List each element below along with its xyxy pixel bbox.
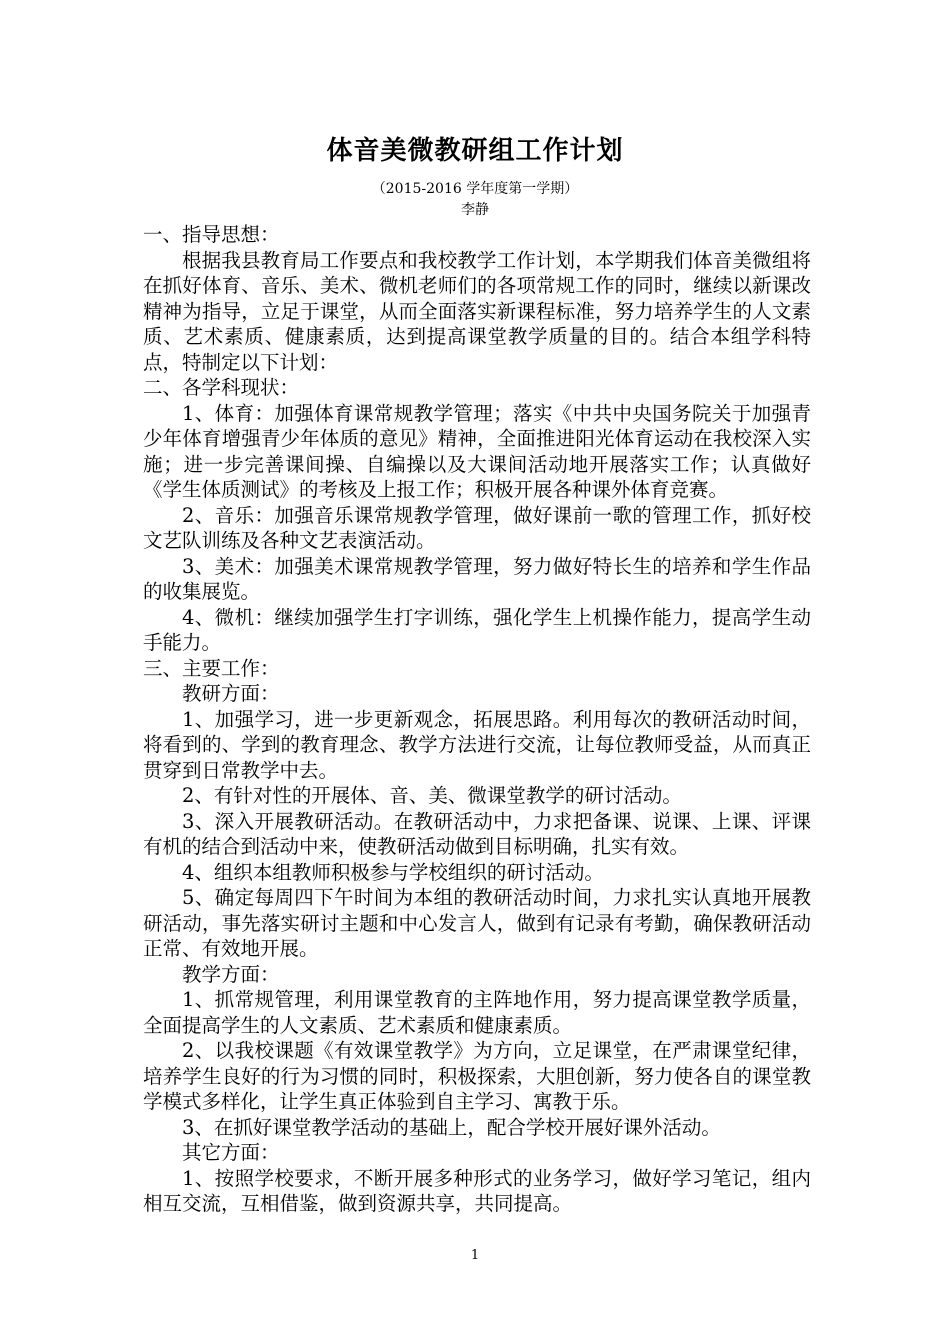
paragraph: 3、美术：加强美术课常规教学管理，努力做好特长生的培养和学生作品的收集展览。 bbox=[143, 554, 811, 603]
paragraph: 2、音乐：加强音乐课常规教学管理，做好课前一歌的管理工作，抓好校文艺队训练及各种文艺表演活动。 bbox=[143, 503, 811, 552]
paragraph: 1、加强学习，进一步更新观念，拓展思路。利用每次的教研活动时间，将看到的、学到的教育理念、教学方法进行交流，让每位教师受益，从而真正贯穿到日常教学中去。 bbox=[143, 707, 811, 782]
section-heading: 三、主要工作： bbox=[143, 656, 280, 680]
paragraph: 2、有针对性的开展体、音、美、微课堂教学的研讨活动。 bbox=[182, 784, 682, 807]
paragraph: 4、组织本组教师积极参与学校组织的研讨活动。 bbox=[182, 860, 604, 884]
document-author: 李静 bbox=[461, 202, 489, 218]
paragraph: 3、深入开展教研活动。在教研活动中，力求把备课、说课、上课、评课有机的结合到活动中来，使教研活动做到目标明确，扎实有效。 bbox=[143, 809, 811, 858]
document-body bbox=[143, 222, 811, 1217]
document-title: 体音美微教研组工作计划 bbox=[326, 136, 624, 166]
paragraph: 1、体育：加强体育课常规教学管理；落实《中共中央国务院关于加强青少年体育增强青少年体质的意见》精神，全面推进阳光体育运动在我校深入实施；进一步完善课间操、自编操以及大课间活动地开展落实工作；认真做好《学生体质测试》的考核及上报工作；积极开展各种课外体育竞赛。 bbox=[143, 401, 811, 501]
section-heading: 一、指导思想： bbox=[143, 223, 280, 246]
paragraph: 2、以我校课题《有效课堂教学》为方向，立足课堂，在严肃课堂纪律，培养学生良好的行为习惯的同时，积极探索，大胆创新，努力使各自的课堂教学模式多样化，让学生真正体验到自主学习、寓教于乐。 bbox=[143, 1039, 811, 1113]
document-subtitle: （2015-2016 学年度第一学期） bbox=[371, 181, 579, 197]
paragraph: 5、确定每周四下午时间为本组的教研活动时间，力求扎实认真地开展教研活动，事先落实研讨主题和中心发言人，做到有记录有考勤，确保教研活动正常、有效地开展。 bbox=[143, 886, 811, 960]
paragraph: 1、抓常规管理，利用课堂教育的主阵地作用，努力提高课堂教学质量，全面提高学生的人文素质、艺术素质和健康素质。 bbox=[143, 988, 811, 1037]
paragraph: 4、微机：继续加强学生打字训练，强化学生上机操作能力，提高学生动手能力。 bbox=[143, 605, 811, 654]
section-heading: 二、各学科现状： bbox=[143, 376, 300, 399]
paragraph: 1、按照学校要求，不断开展多种形式的业务学习，做好学习笔记，组内相互交流，互相借鉴，做到资源共享，共同提高。 bbox=[143, 1166, 811, 1215]
paragraph: 根据我县教育局工作要点和我校教学工作计划，本学期我们体音美微组将在抓好体育、音乐、美术、微机老师们的各项常规工作的同时，继续以新课改精神为指导，立足于课堂，从而全面落实新课程标准，努力培养学生的人文素质、艺术素质、健康素质，达到提高课堂教学质量的目的。结合本组学科特点，特制定以下计划： bbox=[143, 248, 811, 374]
subsection-heading: 教研方面： bbox=[182, 682, 280, 705]
subsection-heading: 教学方面： bbox=[182, 962, 280, 986]
subsection-heading: 其它方面： bbox=[182, 1141, 280, 1164]
paragraph: 3、在抓好课堂教学活动的基础上，配合学校开展好课外活动。 bbox=[182, 1115, 721, 1139]
page-number: 1 bbox=[470, 1248, 480, 1263]
